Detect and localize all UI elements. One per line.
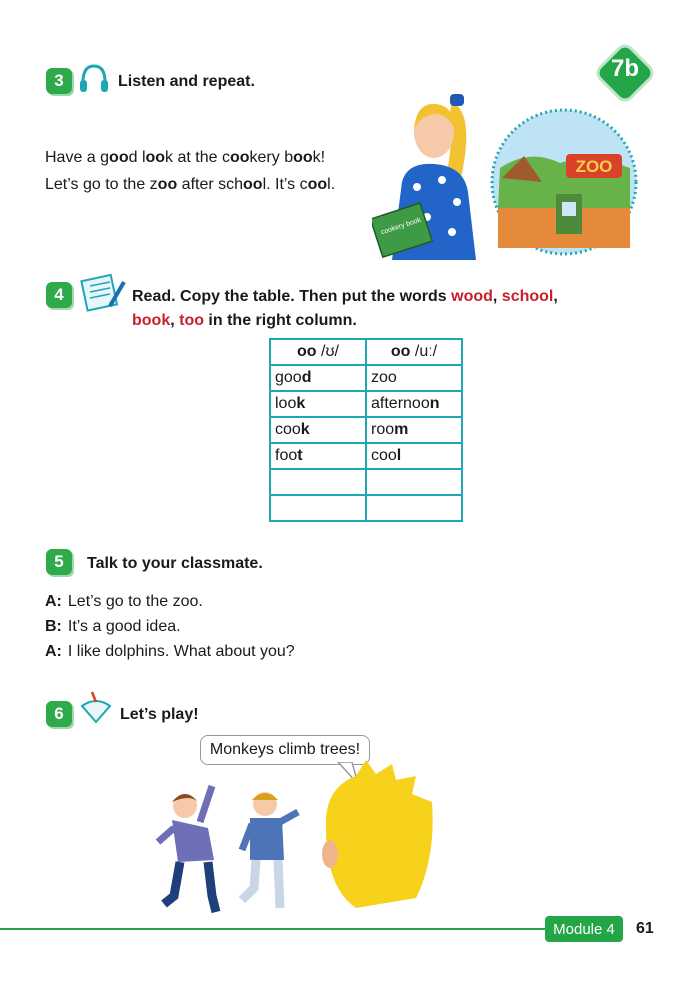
children-playing-illustration [150,776,310,916]
exercise-3-title: Listen and repeat. [118,73,255,90]
exercise-3-line-1: Have a good look at the cookery book! [45,149,326,166]
dialog-line: B: It’s a good idea. [45,618,181,635]
table-row-empty [270,495,462,521]
speech-bubble: Monkeys climb trees! [200,735,370,765]
table-row [270,443,462,469]
page-number: 61 [636,920,654,937]
table-row [270,391,462,417]
exercise-6-title: Let’s play! [120,706,199,723]
exercise-3-line-2: Let’s go to the zoo after school. It’s cool. [45,176,336,193]
table-cell: zoo [366,365,462,391]
girl-reading-illustration [372,92,492,260]
book-cover-label: cookery book [380,216,422,237]
dialog-line: A: I like dolphins. What about you? [45,643,295,660]
exercise-3-number: 3 [46,68,72,94]
headphones-icon [78,62,110,96]
table-row [270,417,462,443]
table-cell-empty [270,469,366,495]
table-header-short-oo: oo /ʊ/ [270,339,366,365]
zoo-entrance-illustration [490,108,638,256]
zoo-sign-text: ZOO [575,157,613,176]
boy-back-of-head-illustration [316,758,436,918]
exercise-5-number: 5 [46,549,72,575]
exercise-5-title: Talk to your classmate. [87,555,263,572]
table-cell: look [270,391,366,417]
table-cell: foot [270,443,366,469]
writing-notebook-icon [78,272,128,312]
exercise-4-title-line-2: book, too in the right column. [132,312,357,329]
footer-rule [0,928,545,930]
oo-sounds-table [269,338,463,522]
exercise-4-title-line-1: Read. Copy the table. Then put the words wood, school, [132,288,558,305]
table-cell: cook [270,417,366,443]
module-badge: Module 4 [545,916,623,942]
unit-badge-label: 7b [610,55,639,82]
table-cell-empty [366,495,462,521]
table-cell-empty [270,495,366,521]
table-header-long-oo: oo /uː/ [366,339,462,365]
spinning-top-icon [78,690,114,726]
table-row-empty [270,469,462,495]
table-cell: cool [366,443,462,469]
unit-badge [594,47,656,99]
table-cell: afternoon [366,391,462,417]
table-cell: good [270,365,366,391]
exercise-4-number: 4 [46,282,72,308]
table-row [270,365,462,391]
dialog-line: A: Let’s go to the zoo. [45,593,203,610]
table-cell: room [366,417,462,443]
table-header-row [270,339,462,365]
table-cell-empty [366,469,462,495]
exercise-6-number: 6 [46,701,72,727]
